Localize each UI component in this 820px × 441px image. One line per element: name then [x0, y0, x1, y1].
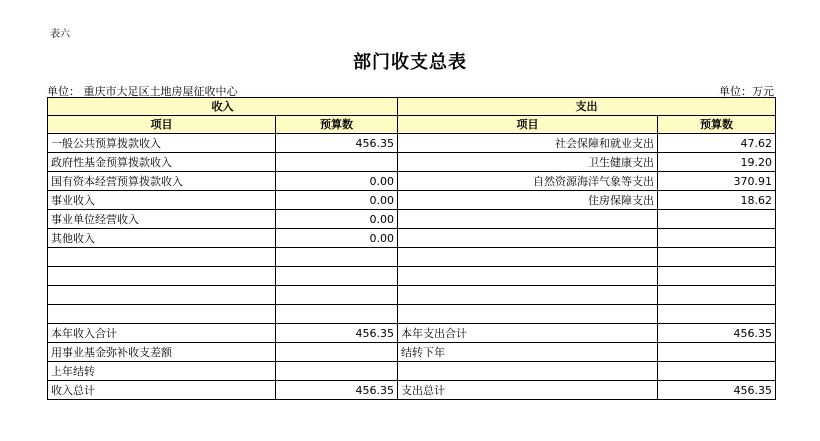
fund-cover-label: 用事业基金弥补收支差额	[48, 343, 276, 362]
income-budget-header: 预算数	[276, 116, 398, 134]
expense-item	[398, 229, 658, 248]
expense-item: 社会保障和就业支出	[398, 134, 658, 153]
income-item: 一般公共预算拨款收入	[48, 134, 276, 153]
table-row	[48, 229, 776, 248]
income-group-header: 收入	[48, 98, 398, 116]
income-value: 0.00	[276, 172, 398, 191]
blank-row	[48, 248, 776, 267]
income-item: 事业单位经营收入	[48, 210, 276, 229]
income-item: 政府性基金预算拨款收入	[48, 153, 276, 172]
income-value: 0.00	[276, 210, 398, 229]
blank-row	[48, 305, 776, 324]
carry-next-label: 结转下年	[398, 343, 658, 362]
income-value: 456.35	[276, 134, 398, 153]
year-total-row	[48, 324, 776, 343]
blank-row	[48, 286, 776, 305]
expense-total-value: 456.35	[658, 381, 776, 400]
expense-budget-header: 预算数	[658, 116, 776, 134]
year-expense-label: 本年支出合计	[398, 324, 658, 343]
income-item: 其他收入	[48, 229, 276, 248]
expense-value: 47.62	[658, 134, 776, 153]
column-header-row	[48, 116, 776, 134]
income-total-label: 收入总计	[48, 381, 276, 400]
last-year-row	[48, 362, 776, 381]
expense-value: 370.91	[658, 172, 776, 191]
income-value: 0.00	[276, 191, 398, 210]
expense-item: 住房保障支出	[398, 191, 658, 210]
expense-value: 18.62	[658, 191, 776, 210]
income-item: 国有资本经营预算拨款收入	[48, 172, 276, 191]
table-number: 表六	[50, 29, 70, 40]
expense-value: 19.20	[658, 153, 776, 172]
expense-item	[398, 210, 658, 229]
expense-total-label: 支出总计	[398, 381, 658, 400]
unit-currency: 单位：万元	[719, 85, 774, 98]
income-value	[276, 153, 398, 172]
table-row	[48, 153, 776, 172]
group-header-row	[48, 98, 776, 116]
expense-item: 卫生健康支出	[398, 153, 658, 172]
page-title: 部门收支总表	[353, 52, 467, 73]
year-income-label: 本年收入合计	[48, 324, 276, 343]
expense-value	[658, 210, 776, 229]
fund-row	[48, 343, 776, 362]
expense-item: 自然资源海洋气象等支出	[398, 172, 658, 191]
last-year-label: 上年结转	[48, 362, 276, 381]
table-row	[48, 210, 776, 229]
budget-table	[47, 97, 776, 400]
blank-row	[48, 267, 776, 286]
grand-total-row	[48, 381, 776, 400]
table-row	[48, 172, 776, 191]
income-item: 事业收入	[48, 191, 276, 210]
income-item-header: 项目	[48, 116, 276, 134]
table-row	[48, 134, 776, 153]
income-value: 0.00	[276, 229, 398, 248]
table-row	[48, 191, 776, 210]
year-expense-value: 456.35	[658, 324, 776, 343]
expense-value	[658, 229, 776, 248]
expense-item-header: 项目	[398, 116, 658, 134]
unit-organization: 单位： 重庆市大足区土地房屋征收中心	[47, 85, 238, 98]
expense-group-header: 支出	[398, 98, 776, 116]
income-total-value: 456.35	[276, 381, 398, 400]
year-income-value: 456.35	[276, 324, 398, 343]
